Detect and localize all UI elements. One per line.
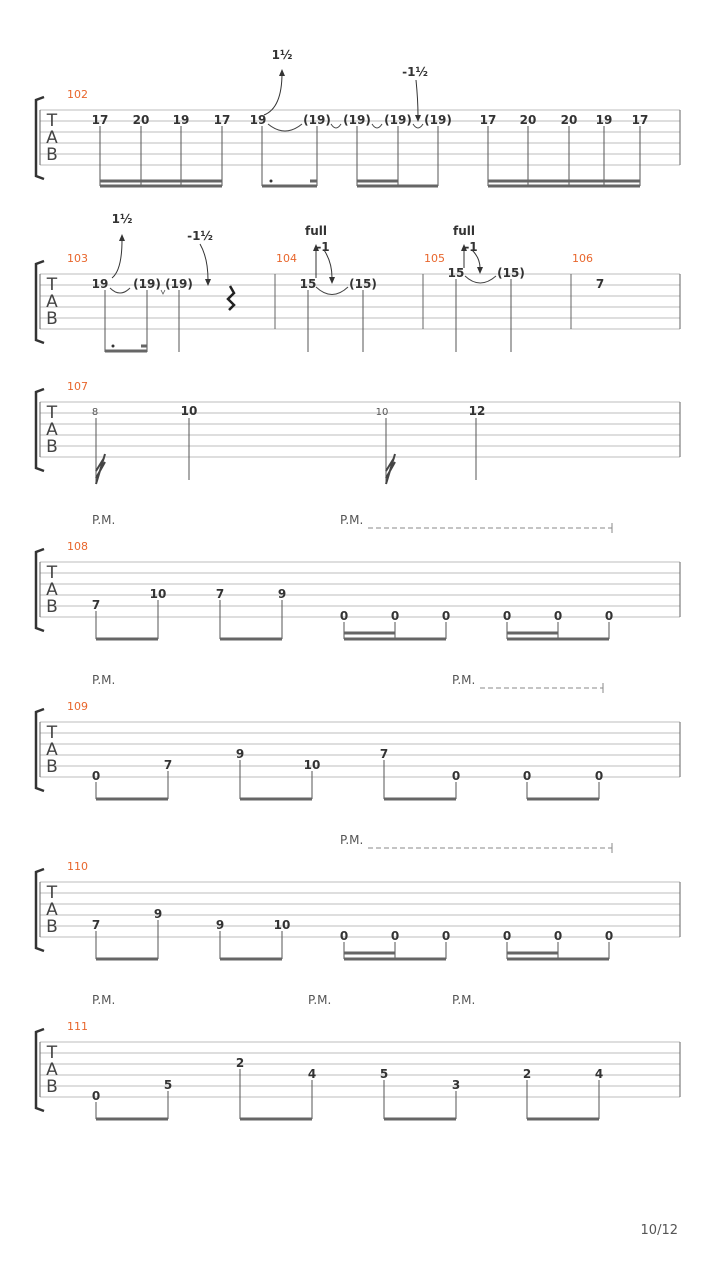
tab-clef-b: B [46, 917, 58, 937]
system-1 [36, 48, 680, 186]
fret-number: 7 [91, 918, 101, 932]
system-3 [36, 380, 680, 484]
tab-clef-b: B [46, 437, 58, 457]
tab-clef-a: A [46, 420, 58, 440]
measure-number: 111 [67, 1020, 88, 1033]
fret-number: (15) [349, 277, 377, 291]
fret-number: 2 [235, 1056, 245, 1070]
palm-mute-label: P.M. [92, 993, 116, 1007]
measure-number: 106 [572, 252, 593, 265]
fret-number: 5 [379, 1067, 389, 1081]
tab-clef-a: A [46, 292, 58, 312]
palm-mute-label: P.M. [452, 673, 476, 687]
fret-number: 0 [91, 769, 101, 783]
system-6 [36, 833, 680, 959]
measure-number: 102 [67, 88, 88, 101]
bend-label: 1½ [111, 212, 133, 226]
fret-number: 4 [307, 1067, 317, 1081]
bend-label: -1½ [402, 65, 428, 79]
system-7 [36, 993, 680, 1119]
tab-clef-a: A [46, 580, 58, 600]
tab-clef-t: T [46, 723, 58, 743]
bend-label: full [453, 224, 475, 238]
fret-number: 17 [213, 113, 231, 127]
fret-number: 12 [468, 404, 486, 418]
system-4 [36, 513, 680, 639]
fret-number: 4 [594, 1067, 604, 1081]
tab-clef-t: T [46, 1043, 58, 1063]
fret-number: 7 [379, 747, 389, 761]
fret-number: 8 [91, 407, 99, 418]
palm-mute-label: P.M. [308, 993, 332, 1007]
system-5 [36, 673, 680, 799]
fret-number: 0 [390, 929, 400, 943]
fret-number: 10 [149, 587, 167, 601]
fret-number: 10 [180, 404, 198, 418]
fret-number: 0 [91, 1089, 101, 1103]
fret-number: 17 [479, 113, 497, 127]
palm-mute-label: P.M. [92, 513, 116, 527]
measure-number: 103 [67, 252, 88, 265]
page-number: 10/12 [640, 1223, 678, 1238]
measure-number: 110 [67, 860, 88, 873]
tab-clef-t: T [46, 275, 58, 295]
fret-number: (19) [133, 277, 161, 291]
tab-clef-a: A [46, 900, 58, 920]
fret-number: 0 [594, 769, 604, 783]
measure-number: 104 [276, 252, 297, 265]
palm-mute-label: P.M. [340, 513, 364, 527]
fret-number: 10 [375, 407, 389, 418]
system-2 [36, 212, 680, 352]
tab-clef-a: A [46, 740, 58, 760]
tab-clef-t: T [46, 563, 58, 583]
fret-number: (15) [497, 266, 525, 280]
fret-number: 7 [215, 587, 225, 601]
tab-clef-b: B [46, 597, 58, 617]
palm-mute-label: P.M. [452, 993, 476, 1007]
fret-number: 0 [502, 929, 512, 943]
tab-clef-b: B [46, 309, 58, 329]
measure-number: 105 [424, 252, 445, 265]
fret-number: 17 [91, 113, 109, 127]
fret-number: 7 [163, 758, 173, 772]
fret-number: 15 [299, 277, 317, 291]
bend-label: -1 [316, 240, 330, 254]
fret-number: 7 [595, 277, 605, 291]
fret-number: 0 [441, 929, 451, 943]
fret-number: 0 [451, 769, 461, 783]
bend-label: 1½ [271, 48, 293, 62]
fret-number: (19) [384, 113, 412, 127]
tab-clef-a: A [46, 1060, 58, 1080]
fret-number: 19 [91, 277, 109, 291]
fret-number: (19) [343, 113, 371, 127]
fret-number: 19 [172, 113, 190, 127]
fret-number: 10 [273, 918, 291, 932]
fret-number: 0 [390, 609, 400, 623]
fret-number: 19 [595, 113, 613, 127]
fret-number: 0 [339, 609, 349, 623]
fret-number: 9 [277, 587, 287, 601]
measure-number: 109 [67, 700, 88, 713]
palm-mute-label: P.M. [92, 673, 116, 687]
tab-clef-t: T [46, 403, 58, 423]
fret-number: (19) [303, 113, 331, 127]
fret-number: 0 [604, 609, 614, 623]
fret-number: 0 [339, 929, 349, 943]
tab-clef-a: A [46, 128, 58, 148]
fret-number: 20 [560, 113, 578, 127]
fret-number: 0 [553, 929, 563, 943]
tremolo-mark [386, 454, 395, 484]
fret-number: 9 [235, 747, 245, 761]
fret-number: (19) [424, 113, 452, 127]
rest-symbol [228, 286, 234, 310]
fret-number: 0 [522, 769, 532, 783]
fret-number: 10 [303, 758, 321, 772]
fret-number: 0 [604, 929, 614, 943]
fret-number: 20 [132, 113, 150, 127]
fret-number: 3 [451, 1078, 461, 1092]
fret-number: 9 [215, 918, 225, 932]
measure-number: 107 [67, 380, 88, 393]
measure-number: 108 [67, 540, 88, 553]
fret-number: 2 [522, 1067, 532, 1081]
fret-number: 7 [91, 598, 101, 612]
fret-number: 9 [153, 907, 163, 921]
fret-number: 19 [249, 113, 267, 127]
tremolo-mark [96, 454, 105, 484]
tab-clef-t: T [46, 883, 58, 903]
bend-label: -1 [464, 240, 478, 254]
tab-clef-t: T [46, 111, 58, 131]
fret-number: 20 [519, 113, 537, 127]
fret-number: 0 [553, 609, 563, 623]
palm-mute-label: P.M. [340, 833, 364, 847]
fret-number: 5 [163, 1078, 173, 1092]
fret-number: 0 [502, 609, 512, 623]
bend-label: -1½ [187, 229, 213, 243]
fret-number: 15 [447, 266, 465, 280]
fret-number: 17 [631, 113, 649, 127]
tab-clef-b: B [46, 145, 58, 165]
bend-label: full [305, 224, 327, 238]
tab-clef-b: B [46, 1077, 58, 1097]
fret-number: (19) [165, 277, 193, 291]
fret-number: 0 [441, 609, 451, 623]
tab-clef-b: B [46, 757, 58, 777]
